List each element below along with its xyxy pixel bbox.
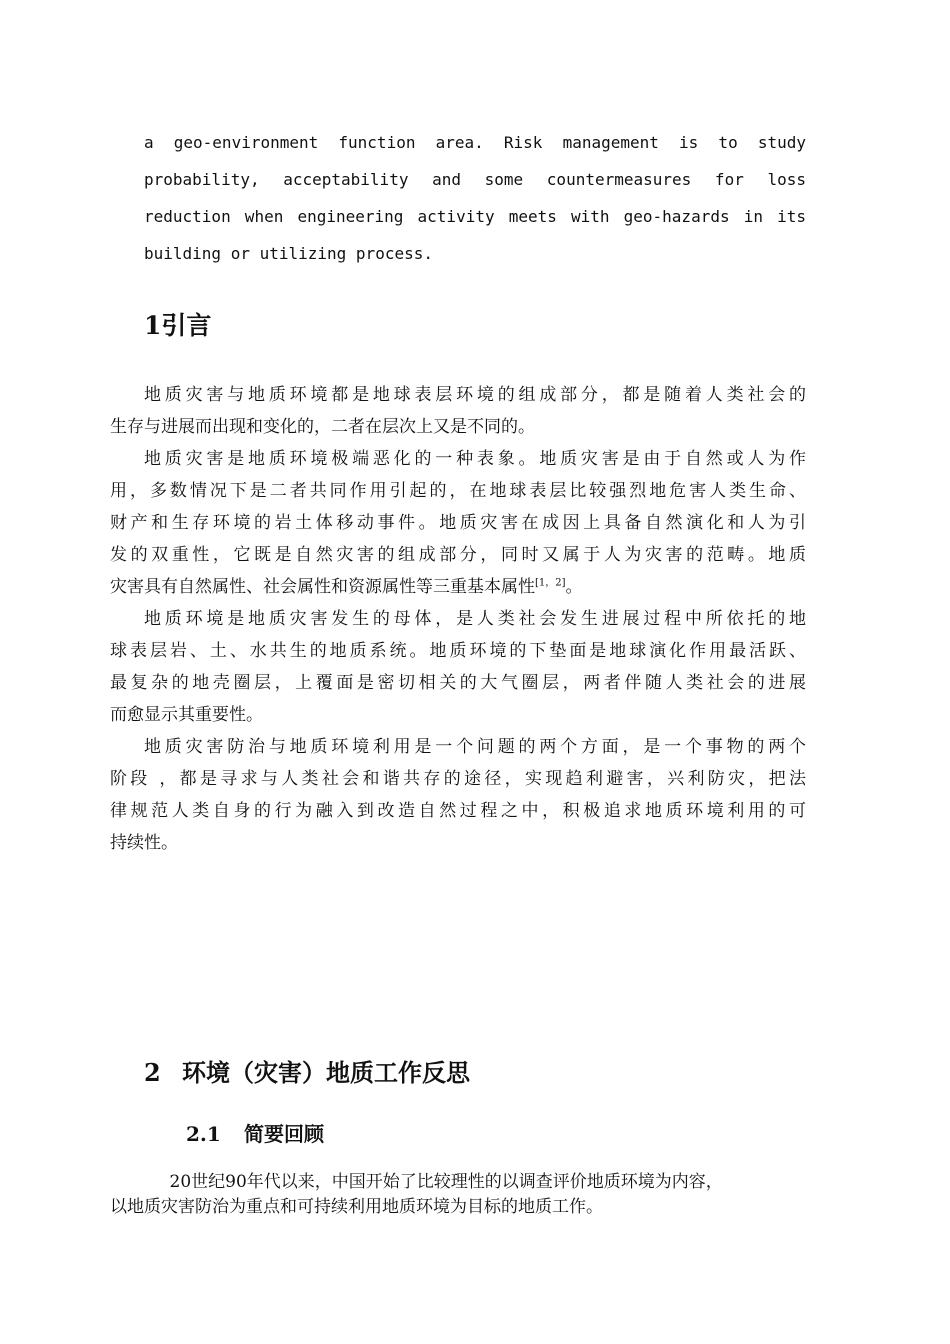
section-1-body <box>110 379 806 859</box>
abstract-line: building or utilizing process. <box>144 244 433 263</box>
subsection-number: 2.1 <box>186 1122 221 1146</box>
paragraph-line-tail: 。 <box>565 577 583 597</box>
paragraph-line <box>110 571 806 603</box>
citation: [1，2] <box>535 577 566 589</box>
section-2-heading <box>144 1053 470 1088</box>
paragraph-line: 而愈显示其重要性。 <box>110 705 263 725</box>
paragraph <box>110 731 806 859</box>
subsection-2-1-body <box>110 1170 806 1220</box>
paragraph-line-text: 灾害具有自然属性、社会属性和资源属性等三重基本属性 <box>110 577 535 597</box>
paragraph-line: 用，多数情况下是二者共同作用引起的，在地球表层比较强烈地危害人类生命、 <box>110 481 806 501</box>
paragraph-line: 财产和生存环境的岩土体移动事件。地质灾害在成因上具备自然演化和人为引 <box>110 513 806 533</box>
paragraph <box>110 379 806 443</box>
subsection-2-1-heading <box>186 1118 324 1147</box>
paragraph-line: 地质灾害是地质环境极端恶化的一种表象。地质灾害是由于自然或人为作 <box>144 449 806 469</box>
english-abstract <box>144 124 806 272</box>
paragraph <box>110 603 806 731</box>
section-1-heading <box>144 306 211 342</box>
section-title: 环境（灾害）地质工作反思 <box>182 1058 470 1087</box>
paragraph-line: 地质环境是地质灾害发生的母体，是人类社会发生进展过程中所依托的地 <box>144 609 806 629</box>
paragraph-line: 持续性。 <box>110 833 178 853</box>
paragraph-line: 律规范人类自身的行为融入到改造自然过程之中，积极追求地质环境利用的可 <box>110 801 806 821</box>
subsection-title: 简要回顾 <box>244 1122 324 1146</box>
paragraph-line: 球表层岩、土、水共生的地质系统。地质环境的下垫面是地球演化作用最活跃、 <box>110 641 806 661</box>
abstract-line: a geo-environment function area. Risk management is to study <box>144 133 806 152</box>
abstract-line: probability, acceptability and some countermeasures for loss <box>144 170 806 189</box>
paragraph-line: 20世纪90年代以来，中国开始了比较理性的以调查评价地质环境为内容， <box>169 1172 723 1192</box>
paragraph-line: 地质灾害与地质环境都是地球表层环境的组成部分，都是随着人类社会的 <box>144 385 806 405</box>
paragraph-line: 最复杂的地壳圈层，上覆面是密切相关的大气圈层，两者伴随人类社会的进展 <box>110 673 806 693</box>
paragraph-line: 地质灾害防治与地质环境利用是一个问题的两个方面，是一个事物的两个 <box>144 737 806 757</box>
paragraph <box>110 443 806 603</box>
section-number: 2 <box>144 1058 161 1087</box>
section-number: 1 <box>144 311 162 340</box>
paragraph-line: 发的双重性，它既是自然灾害的组成部分，同时又属于人为灾害的范畴。地质 <box>110 545 806 565</box>
section-title: 引言 <box>161 311 212 340</box>
paragraph-line: 阶段 ，都是寻求与人类社会和谐共存的途径，实现趋利避害，兴利防灾，把法 <box>110 769 806 789</box>
abstract-line: reduction when engineering activity meets with geo-hazards in its <box>144 207 806 226</box>
paragraph <box>110 1170 806 1220</box>
paragraph-line: 以地质灾害防治为重点和可持续利用地质环境为目标的地质工作。 <box>110 1197 603 1217</box>
paragraph-line: 生存与进展而出现和变化的，二者在层次上又是不同的。 <box>110 417 535 437</box>
